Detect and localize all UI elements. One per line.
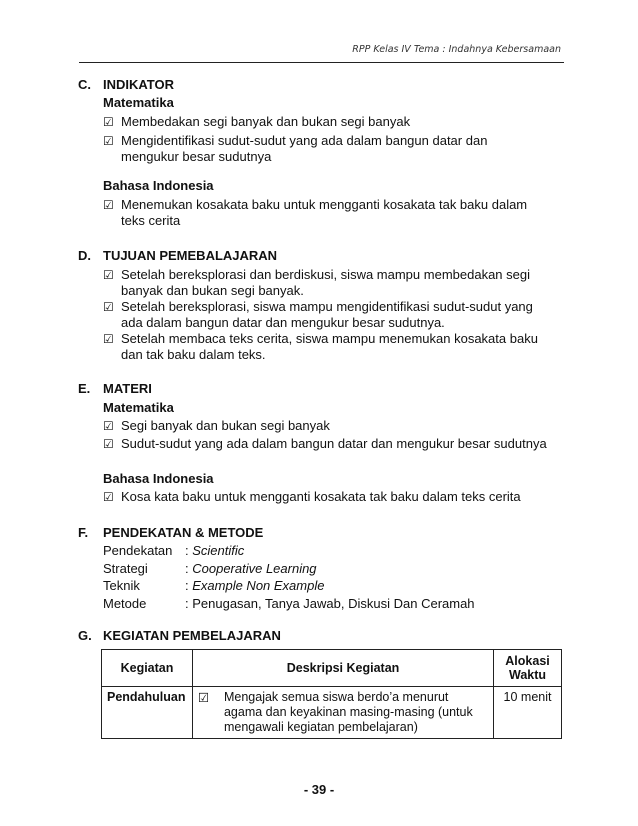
header-divider	[79, 62, 564, 63]
list-item: ☑ Menemukan kosakata baku untuk mengganti kosakata tak baku dalam teks cerita	[103, 197, 528, 228]
table-header-row	[102, 650, 562, 687]
cell-deskripsi: ☑ Mengajak semua siswa berdo’a menurut agama dan keyakinan masing-masing (untuk mengawali kegiatan pembelajaran)	[192, 687, 493, 739]
table-row	[102, 687, 562, 739]
section-title: PENDEKATAN & METODE	[103, 525, 264, 540]
list-item: ☑ Segi banyak dan bukan segi banyak	[103, 418, 330, 433]
section-title: INDIKATOR	[103, 77, 175, 92]
section-title: TUJUAN PEMEBALAJARAN	[103, 248, 278, 263]
method-row: Metode : Penugasan, Tanya Jawab, Diskusi Dan Ceramah	[103, 596, 475, 611]
method-row: Strategi : Cooperative Learning	[103, 561, 317, 576]
list-item: ☑ Mengidentifikasi sudut-sudut yang ada dalam bangun datar dan mengukur besar sudutnya	[103, 133, 488, 164]
checkbox-icon: ☑	[197, 690, 210, 705]
subject-label-bi: Bahasa Indonesia	[103, 471, 214, 486]
column-header-deskripsi: Deskripsi Kegiatan	[192, 650, 493, 687]
running-header: RPP Kelas IV Tema : Indahnya Kebersamaan	[352, 44, 561, 55]
list-item: ☑ Kosa kata baku untuk mengganti kosakata tak baku dalam teks cerita	[103, 489, 521, 504]
checkbox-icon: ☑	[103, 437, 114, 451]
checkbox-icon: ☑	[103, 300, 114, 314]
subject-label-math: Matematika	[103, 95, 174, 110]
page-number: - 39 -	[303, 782, 335, 797]
subject-label-bi: Bahasa Indonesia	[103, 178, 214, 193]
checkbox-icon: ☑	[103, 134, 114, 148]
column-header-alokasi: Alokasi Waktu	[494, 650, 562, 687]
list-item: ☑ Setelah bereksplorasi dan berdiskusi, siswa mampu membedakan segi banyak dan bukan segi banyak.	[103, 267, 530, 298]
section-title: KEGIATAN PEMBELAJARAN	[103, 628, 281, 643]
list-item: ☑ Sudut-sudut yang ada dalam bangun datar dan mengukur besar sudutnya	[103, 436, 547, 451]
checkbox-icon: ☑	[103, 115, 114, 129]
method-row: Teknik : Example Non Example	[103, 578, 325, 593]
cell-alokasi: 10 menit	[494, 687, 562, 739]
checkbox-icon: ☑	[103, 419, 114, 433]
cell-kegiatan: Pendahuluan	[102, 687, 193, 739]
section-tujuan	[78, 248, 568, 368]
list-item: ☑ Membedakan segi banyak dan bukan segi banyak	[103, 114, 411, 129]
section-title: MATERI	[103, 381, 152, 396]
checkbox-icon: ☑	[103, 490, 114, 504]
checkbox-icon: ☑	[103, 332, 114, 346]
method-row: Pendekatan : Scientific	[103, 543, 245, 558]
section-letter: C.	[78, 77, 91, 92]
kegiatan-table	[101, 649, 562, 739]
section-indikator	[78, 77, 568, 237]
section-letter: F.	[78, 525, 89, 540]
section-letter: E.	[78, 381, 91, 396]
checkbox-icon: ☑	[103, 198, 114, 212]
subject-label-math: Matematika	[103, 400, 174, 415]
section-materi	[78, 381, 568, 511]
section-kegiatan	[78, 628, 568, 648]
list-item: ☑ Setelah bereksplorasi, siswa mampu mengidentifikasi sudut-sudut yang ada dalam bangun datar dan mengukur besar sudutnya.	[103, 299, 533, 330]
checkbox-icon: ☑	[103, 268, 114, 282]
section-letter: G.	[78, 628, 92, 643]
section-letter: D.	[78, 248, 91, 263]
column-header-kegiatan: Kegiatan	[102, 650, 193, 687]
section-pendekatan	[78, 525, 568, 615]
list-item: ☑ Setelah membaca teks cerita, siswa mampu menemukan kosakata baku dan tak baku dalam teks.	[103, 331, 538, 362]
